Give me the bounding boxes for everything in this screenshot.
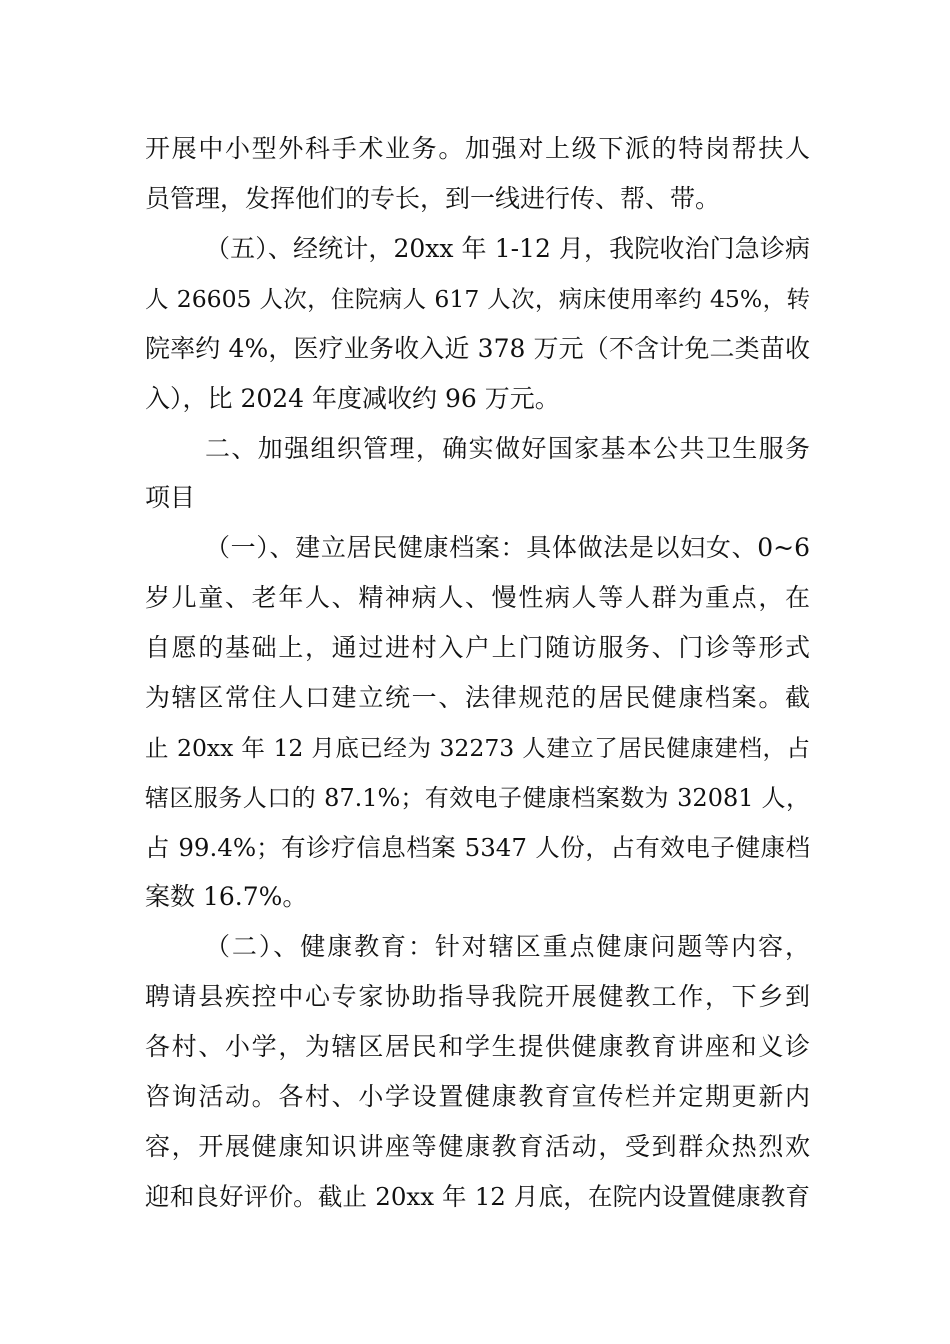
text-line-17: （二）、健康教育：针对辖区重点健康问题等内容， [205,932,810,961]
text-line-11: 自愿的基础上，通过进村入户上门随访服务、门诊等形式 [145,633,810,662]
text-line-19: 各村、小学，为辖区居民和学生提供健康教育讲座和义诊 [145,1032,810,1061]
text-line-1: 开展中小型外科手术业务。加强对上级下派的特岗帮扶人 [145,134,810,163]
text-line-13: 止 20xx 年 12 月底已经为 32273 人建立了居民健康建档，占 [145,734,810,762]
text-line-3: （五）、经统计，20xx 年 1-12 月，我院收治门急诊病 [205,234,810,263]
text-line-5: 院率约 4%，医疗业务收入近 378 万元（不含计免二类苗收 [145,334,810,363]
text-line-18: 聘请县疾控中心专家协助指导我院开展健教工作，下乡到 [145,982,810,1011]
text-line-12: 为辖区常住人口建立统一、法律规范的居民健康档案。截 [145,683,810,712]
text-line-14: 辖区服务人口的 87.1%；有效电子健康档案数为 32081 人， [145,784,810,812]
text-line-16: 案数 16.7%。 [145,882,308,911]
section-heading-line-1: 二、加强组织管理，确实做好国家基本公共卫生服务 [205,434,810,463]
text-line-21: 容，开展健康知识讲座等健康教育活动，受到群众热烈欢 [145,1132,810,1161]
text-line-10: 岁儿童、老年人、精神病人、慢性病人等人群为重点，在 [145,583,810,612]
section-heading-line-2: 项目 [145,483,196,512]
text-line-9: （一）、建立居民健康档案：具体做法是以妇女、0~6 [205,533,810,562]
text-line-22: 迎和良好评价。截止 20xx 年 12 月底，在院内设置健康教育 [145,1182,810,1211]
text-line-6: 入），比 2024 年度减收约 96 万元。 [145,384,560,413]
text-line-2: 员管理，发挥他们的专长，到一线进行传、帮、带。 [145,184,721,213]
text-line-4: 人 26605 人次，住院病人 617 人次，病床使用率约 45%，转 [145,285,810,313]
text-line-15: 占 99.4%；有诊疗信息档案 5347 人份，占有效电子健康档 [145,833,810,862]
text-line-20: 咨询活动。各村、小学设置健康教育宣传栏并定期更新内 [145,1082,810,1111]
